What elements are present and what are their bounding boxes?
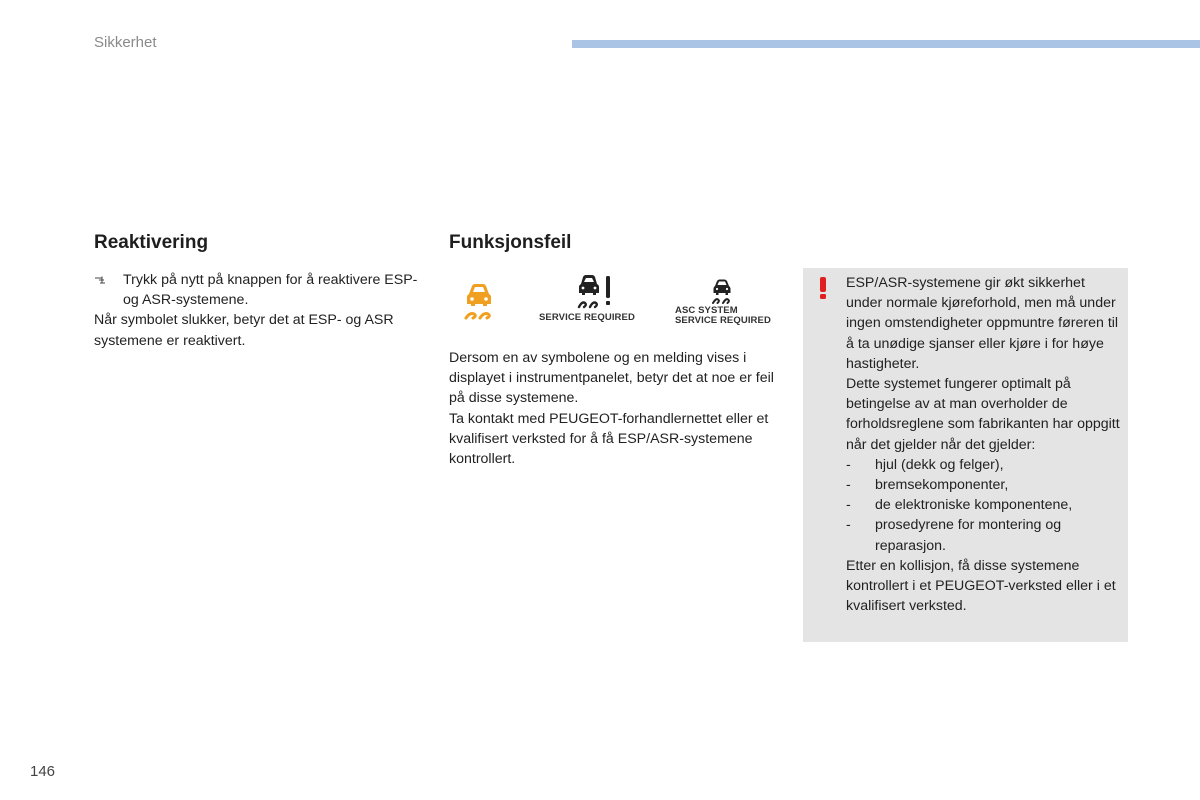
asc-system-label: ASC SYSTEM	[675, 305, 738, 316]
asc-service-required-icon	[675, 278, 771, 326]
reactivation-paragraph: Når symbolet slukker, betyr det at ESP- og ASR systemene er reaktivert.	[94, 312, 394, 349]
hand-pointer-icon	[94, 270, 123, 310]
reactivation-section	[94, 232, 424, 351]
malfunction-paragraph-1: Dersom en av symbolene og en melding vises i displayet i instrumentpanelet, betyr det at noe er feil på disse systemene.	[449, 350, 774, 407]
warning-list-item: - hjul (dekk og felger),	[846, 456, 1004, 473]
section-title: Sikkerhet	[94, 34, 157, 51]
malfunction-heading: Funksjonsfeil	[449, 232, 572, 253]
esp-service-required-icon	[539, 272, 635, 323]
header-accent-bar	[572, 40, 1200, 48]
warning-list-item: - bremsekomponenter,	[846, 477, 1009, 494]
page-number: 146	[30, 763, 56, 780]
warning-outro: Etter en kollisjon, få disse systemene kontrollert i et PEUGEOT-verksted eller i et kvalifisert verksted.	[846, 557, 1116, 615]
warning-list-item: - prosedyrene for montering og reparasjon.	[846, 517, 1062, 554]
malfunction-paragraph-2: Ta kontakt med PEUGEOT-forhandlernettet eller et kvalifisert verksted for å få ESP/ASR-systemene kontrollert.	[449, 410, 769, 468]
warning-intro: ESP/ASR-systemene gir økt sikkerhet under normale kjøreforhold, men må under ingen omstendigheter oppmuntre føreren til å ta unødige sjanser eller kjøre i for høye hastigheter.	[846, 275, 1119, 372]
malfunction-section	[449, 232, 779, 254]
esp-orange-icon	[461, 282, 497, 325]
warning-condition: Dette systemet fungerer optimalt på betingelse av at man overholder de forholdsreglene som fabrikanten har oppgitt når det gjelder når det gjelder:	[846, 376, 1120, 453]
reactivation-heading: Reaktivering	[94, 232, 209, 253]
asc-service-required-label: SERVICE REQUIRED	[675, 315, 771, 326]
service-required-label: SERVICE REQUIRED	[539, 312, 635, 323]
warning-text	[846, 273, 1122, 616]
warning-lamps-row	[449, 268, 789, 332]
malfunction-body	[449, 348, 779, 469]
exclamation-icon	[815, 273, 831, 303]
reactivation-bullet	[94, 270, 424, 310]
reactivation-bullet-text: Trykk på nytt på knappen for å reaktivere ESP- og ASR-systemene.	[123, 272, 418, 309]
warning-list-item: - de elektroniske komponentene,	[846, 497, 1073, 514]
